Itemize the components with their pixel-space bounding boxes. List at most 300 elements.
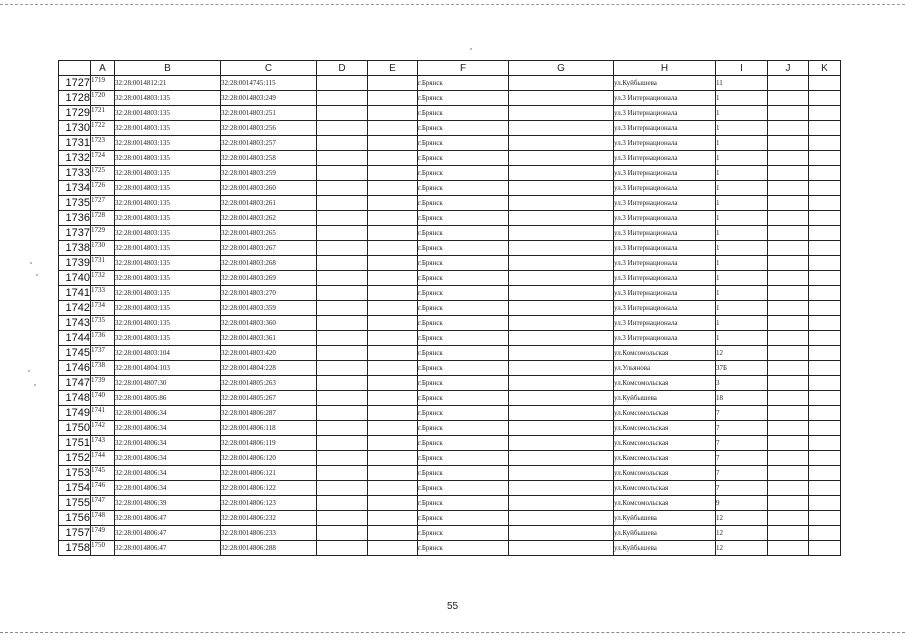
row-number[interactable]: 1740 bbox=[59, 271, 91, 286]
cell-e[interactable] bbox=[368, 436, 418, 451]
cell-c[interactable]: 32:28:0014806:121 bbox=[221, 466, 317, 481]
cell-f[interactable]: г.Брянск bbox=[418, 406, 509, 421]
cell-i[interactable]: 1 bbox=[716, 136, 768, 151]
cell-a[interactable]: 1747 bbox=[91, 496, 115, 511]
cell-f[interactable]: г.Брянск bbox=[418, 211, 509, 226]
cell-d[interactable] bbox=[317, 226, 368, 241]
cell-k[interactable] bbox=[809, 526, 841, 541]
cell-f[interactable]: г.Брянск bbox=[418, 481, 509, 496]
cell-j[interactable] bbox=[768, 526, 809, 541]
cell-i[interactable]: 18 bbox=[716, 391, 768, 406]
cell-e[interactable] bbox=[368, 541, 418, 556]
cell-k[interactable] bbox=[809, 481, 841, 496]
row-number[interactable]: 1754 bbox=[59, 481, 91, 496]
cell-d[interactable] bbox=[317, 91, 368, 106]
cell-h[interactable]: ул.Куйбышева bbox=[614, 391, 716, 406]
cell-i[interactable]: 12 bbox=[716, 526, 768, 541]
cell-a[interactable]: 1738 bbox=[91, 361, 115, 376]
cell-g[interactable] bbox=[509, 226, 614, 241]
cell-j[interactable] bbox=[768, 301, 809, 316]
cell-g[interactable] bbox=[509, 301, 614, 316]
cell-k[interactable] bbox=[809, 331, 841, 346]
cell-f[interactable]: г.Брянск bbox=[418, 91, 509, 106]
cell-k[interactable] bbox=[809, 136, 841, 151]
cell-h[interactable]: ул.Куйбышева bbox=[614, 526, 716, 541]
cell-d[interactable] bbox=[317, 526, 368, 541]
cell-g[interactable] bbox=[509, 481, 614, 496]
row-number[interactable]: 1751 bbox=[59, 436, 91, 451]
cell-k[interactable] bbox=[809, 166, 841, 181]
cell-f[interactable]: г.Брянск bbox=[418, 181, 509, 196]
row-number[interactable]: 1727 bbox=[59, 76, 91, 91]
cell-c[interactable]: 32:28:0014803:258 bbox=[221, 151, 317, 166]
cell-c[interactable]: 32:28:0014803:261 bbox=[221, 196, 317, 211]
cell-e[interactable] bbox=[368, 511, 418, 526]
row-number[interactable]: 1743 bbox=[59, 316, 91, 331]
cell-e[interactable] bbox=[368, 526, 418, 541]
row-number[interactable]: 1748 bbox=[59, 391, 91, 406]
cell-k[interactable] bbox=[809, 241, 841, 256]
cell-e[interactable] bbox=[368, 76, 418, 91]
cell-e[interactable] bbox=[368, 211, 418, 226]
cell-h[interactable]: ул.3 Интернационала bbox=[614, 241, 716, 256]
cell-e[interactable] bbox=[368, 136, 418, 151]
cell-g[interactable] bbox=[509, 541, 614, 556]
cell-j[interactable] bbox=[768, 511, 809, 526]
cell-k[interactable] bbox=[809, 181, 841, 196]
row-number[interactable]: 1731 bbox=[59, 136, 91, 151]
cell-f[interactable]: г.Брянск bbox=[418, 526, 509, 541]
cell-i[interactable]: 1 bbox=[716, 286, 768, 301]
cell-g[interactable] bbox=[509, 286, 614, 301]
cell-j[interactable] bbox=[768, 136, 809, 151]
cell-g[interactable] bbox=[509, 91, 614, 106]
cell-c[interactable]: 32:28:0014803:268 bbox=[221, 256, 317, 271]
column-header[interactable]: K bbox=[809, 61, 841, 76]
cell-k[interactable] bbox=[809, 76, 841, 91]
cell-b[interactable]: 32:28:0014812:21 bbox=[115, 76, 221, 91]
cell-k[interactable] bbox=[809, 541, 841, 556]
cell-f[interactable]: г.Брянск bbox=[418, 196, 509, 211]
cell-d[interactable] bbox=[317, 121, 368, 136]
cell-c[interactable]: 32:28:0014806:120 bbox=[221, 451, 317, 466]
cell-h[interactable]: ул.3 Интернационала bbox=[614, 286, 716, 301]
cell-b[interactable]: 32:28:0014806:47 bbox=[115, 526, 221, 541]
cell-c[interactable]: 32:28:0014803:420 bbox=[221, 346, 317, 361]
cell-d[interactable] bbox=[317, 361, 368, 376]
cell-f[interactable]: г.Брянск bbox=[418, 106, 509, 121]
cell-f[interactable]: г.Брянск bbox=[418, 451, 509, 466]
cell-i[interactable]: 9 bbox=[716, 496, 768, 511]
cell-h[interactable]: ул.3 Интернационала bbox=[614, 121, 716, 136]
cell-h[interactable]: ул.Комсомольская bbox=[614, 376, 716, 391]
cell-g[interactable] bbox=[509, 271, 614, 286]
cell-g[interactable] bbox=[509, 316, 614, 331]
row-number[interactable]: 1746 bbox=[59, 361, 91, 376]
cell-a[interactable]: 1725 bbox=[91, 166, 115, 181]
row-number[interactable]: 1747 bbox=[59, 376, 91, 391]
cell-i[interactable]: 37Б bbox=[716, 361, 768, 376]
cell-i[interactable]: 1 bbox=[716, 211, 768, 226]
cell-d[interactable] bbox=[317, 496, 368, 511]
cell-g[interactable] bbox=[509, 121, 614, 136]
cell-h[interactable]: ул.3 Интернационала bbox=[614, 136, 716, 151]
cell-i[interactable]: 1 bbox=[716, 181, 768, 196]
cell-j[interactable] bbox=[768, 211, 809, 226]
cell-a[interactable]: 1743 bbox=[91, 436, 115, 451]
cell-j[interactable] bbox=[768, 436, 809, 451]
column-header[interactable]: F bbox=[418, 61, 509, 76]
row-number[interactable]: 1756 bbox=[59, 511, 91, 526]
row-number[interactable]: 1730 bbox=[59, 121, 91, 136]
cell-g[interactable] bbox=[509, 166, 614, 181]
cell-g[interactable] bbox=[509, 136, 614, 151]
cell-h[interactable]: ул.Ульянова bbox=[614, 361, 716, 376]
cell-h[interactable]: ул.3 Интернационала bbox=[614, 331, 716, 346]
cell-j[interactable] bbox=[768, 166, 809, 181]
cell-a[interactable]: 1741 bbox=[91, 406, 115, 421]
cell-h[interactable]: ул.3 Интернационала bbox=[614, 316, 716, 331]
cell-e[interactable] bbox=[368, 271, 418, 286]
cell-d[interactable] bbox=[317, 256, 368, 271]
cell-a[interactable]: 1721 bbox=[91, 106, 115, 121]
cell-a[interactable]: 1728 bbox=[91, 211, 115, 226]
cell-b[interactable]: 32:28:0014806:34 bbox=[115, 406, 221, 421]
cell-b[interactable]: 32:28:0014803:135 bbox=[115, 226, 221, 241]
cell-e[interactable] bbox=[368, 106, 418, 121]
cell-c[interactable]: 32:28:0014803:267 bbox=[221, 241, 317, 256]
cell-c[interactable]: 32:28:0014803:270 bbox=[221, 286, 317, 301]
cell-k[interactable] bbox=[809, 196, 841, 211]
cell-c[interactable]: 32:28:0014803:360 bbox=[221, 316, 317, 331]
cell-h[interactable]: ул.3 Интернационала bbox=[614, 301, 716, 316]
cell-b[interactable]: 32:28:0014803:135 bbox=[115, 241, 221, 256]
cell-j[interactable] bbox=[768, 361, 809, 376]
cell-c[interactable]: 32:28:0014806:122 bbox=[221, 481, 317, 496]
cell-i[interactable]: 1 bbox=[716, 166, 768, 181]
cell-f[interactable]: г.Брянск bbox=[418, 436, 509, 451]
cell-i[interactable]: 3 bbox=[716, 376, 768, 391]
cell-b[interactable]: 32:28:0014803:135 bbox=[115, 166, 221, 181]
cell-e[interactable] bbox=[368, 241, 418, 256]
cell-b[interactable]: 32:28:0014803:135 bbox=[115, 286, 221, 301]
cell-c[interactable]: 32:28:0014806:232 bbox=[221, 511, 317, 526]
cell-b[interactable]: 32:28:0014806:34 bbox=[115, 436, 221, 451]
cell-g[interactable] bbox=[509, 391, 614, 406]
cell-j[interactable] bbox=[768, 181, 809, 196]
cell-d[interactable] bbox=[317, 391, 368, 406]
cell-h[interactable]: ул.3 Интернационала bbox=[614, 196, 716, 211]
column-header[interactable]: I bbox=[716, 61, 768, 76]
cell-a[interactable]: 1750 bbox=[91, 541, 115, 556]
cell-e[interactable] bbox=[368, 451, 418, 466]
cell-g[interactable] bbox=[509, 421, 614, 436]
cell-b[interactable]: 32:28:0014803:135 bbox=[115, 211, 221, 226]
cell-j[interactable] bbox=[768, 421, 809, 436]
cell-e[interactable] bbox=[368, 196, 418, 211]
cell-c[interactable]: 32:28:0014806:123 bbox=[221, 496, 317, 511]
cell-i[interactable]: 1 bbox=[716, 256, 768, 271]
cell-g[interactable] bbox=[509, 346, 614, 361]
cell-f[interactable]: г.Брянск bbox=[418, 166, 509, 181]
cell-i[interactable]: 1 bbox=[716, 151, 768, 166]
cell-a[interactable]: 1720 bbox=[91, 91, 115, 106]
row-number[interactable]: 1728 bbox=[59, 91, 91, 106]
cell-a[interactable]: 1729 bbox=[91, 226, 115, 241]
cell-i[interactable]: 7 bbox=[716, 421, 768, 436]
cell-d[interactable] bbox=[317, 106, 368, 121]
cell-a[interactable]: 1722 bbox=[91, 121, 115, 136]
cell-e[interactable] bbox=[368, 391, 418, 406]
cell-e[interactable] bbox=[368, 166, 418, 181]
cell-d[interactable] bbox=[317, 481, 368, 496]
row-number[interactable]: 1733 bbox=[59, 166, 91, 181]
cell-f[interactable]: г.Брянск bbox=[418, 121, 509, 136]
cell-h[interactable]: ул.Комсомольская bbox=[614, 481, 716, 496]
row-number[interactable]: 1752 bbox=[59, 451, 91, 466]
cell-d[interactable] bbox=[317, 451, 368, 466]
row-number[interactable]: 1734 bbox=[59, 181, 91, 196]
cell-h[interactable]: ул.Комсомольская bbox=[614, 421, 716, 436]
cell-h[interactable]: ул.Куйбышева bbox=[614, 511, 716, 526]
row-number[interactable]: 1738 bbox=[59, 241, 91, 256]
cell-d[interactable] bbox=[317, 316, 368, 331]
cell-e[interactable] bbox=[368, 466, 418, 481]
cell-f[interactable]: г.Брянск bbox=[418, 271, 509, 286]
cell-c[interactable]: 32:28:0014806:288 bbox=[221, 541, 317, 556]
cell-g[interactable] bbox=[509, 106, 614, 121]
cell-a[interactable]: 1724 bbox=[91, 151, 115, 166]
cell-g[interactable] bbox=[509, 151, 614, 166]
cell-i[interactable]: 7 bbox=[716, 451, 768, 466]
cell-i[interactable]: 1 bbox=[716, 106, 768, 121]
cell-g[interactable] bbox=[509, 76, 614, 91]
cell-k[interactable] bbox=[809, 316, 841, 331]
cell-a[interactable]: 1732 bbox=[91, 271, 115, 286]
cell-g[interactable] bbox=[509, 466, 614, 481]
cell-k[interactable] bbox=[809, 91, 841, 106]
cell-i[interactable]: 1 bbox=[716, 91, 768, 106]
cell-b[interactable]: 32:28:0014803:135 bbox=[115, 106, 221, 121]
cell-h[interactable]: ул.3 Интернационала bbox=[614, 91, 716, 106]
cell-c[interactable]: 32:28:0014803:251 bbox=[221, 106, 317, 121]
cell-e[interactable] bbox=[368, 121, 418, 136]
row-number[interactable]: 1757 bbox=[59, 526, 91, 541]
row-number[interactable]: 1736 bbox=[59, 211, 91, 226]
cell-j[interactable] bbox=[768, 196, 809, 211]
cell-h[interactable]: ул.3 Интернационала bbox=[614, 166, 716, 181]
cell-d[interactable] bbox=[317, 136, 368, 151]
cell-f[interactable]: г.Брянск bbox=[418, 226, 509, 241]
cell-k[interactable] bbox=[809, 151, 841, 166]
cell-j[interactable] bbox=[768, 451, 809, 466]
cell-d[interactable] bbox=[317, 196, 368, 211]
cell-d[interactable] bbox=[317, 511, 368, 526]
cell-b[interactable]: 32:28:0014803:135 bbox=[115, 121, 221, 136]
cell-a[interactable]: 1740 bbox=[91, 391, 115, 406]
cell-j[interactable] bbox=[768, 256, 809, 271]
cell-g[interactable] bbox=[509, 406, 614, 421]
cell-e[interactable] bbox=[368, 301, 418, 316]
cell-i[interactable]: 1 bbox=[716, 196, 768, 211]
cell-c[interactable]: 32:28:0014803:265 bbox=[221, 226, 317, 241]
cell-e[interactable] bbox=[368, 421, 418, 436]
cell-b[interactable]: 32:28:0014803:135 bbox=[115, 181, 221, 196]
cell-f[interactable]: г.Брянск bbox=[418, 241, 509, 256]
cell-a[interactable]: 1745 bbox=[91, 466, 115, 481]
row-number[interactable]: 1742 bbox=[59, 301, 91, 316]
cell-b[interactable]: 32:28:0014806:34 bbox=[115, 421, 221, 436]
cell-d[interactable] bbox=[317, 286, 368, 301]
cell-h[interactable]: ул.Комсомольская bbox=[614, 451, 716, 466]
cell-k[interactable] bbox=[809, 256, 841, 271]
cell-a[interactable]: 1748 bbox=[91, 511, 115, 526]
row-number[interactable]: 1741 bbox=[59, 286, 91, 301]
cell-b[interactable]: 32:28:0014803:135 bbox=[115, 151, 221, 166]
cell-d[interactable] bbox=[317, 211, 368, 226]
cell-c[interactable]: 32:28:0014806:287 bbox=[221, 406, 317, 421]
cell-f[interactable]: г.Брянск bbox=[418, 256, 509, 271]
cell-f[interactable]: г.Брянск bbox=[418, 331, 509, 346]
cell-i[interactable]: 7 bbox=[716, 481, 768, 496]
cell-j[interactable] bbox=[768, 376, 809, 391]
cell-d[interactable] bbox=[317, 241, 368, 256]
cell-k[interactable] bbox=[809, 301, 841, 316]
cell-a[interactable]: 1726 bbox=[91, 181, 115, 196]
cell-i[interactable]: 12 bbox=[716, 511, 768, 526]
cell-f[interactable]: г.Брянск bbox=[418, 151, 509, 166]
cell-g[interactable] bbox=[509, 376, 614, 391]
cell-a[interactable]: 1730 bbox=[91, 241, 115, 256]
cell-e[interactable] bbox=[368, 286, 418, 301]
cell-a[interactable]: 1719 bbox=[91, 76, 115, 91]
cell-e[interactable] bbox=[368, 91, 418, 106]
row-number[interactable]: 1758 bbox=[59, 541, 91, 556]
cell-h[interactable]: ул.3 Интернационала bbox=[614, 211, 716, 226]
cell-j[interactable] bbox=[768, 481, 809, 496]
cell-c[interactable]: 32:28:0014803:262 bbox=[221, 211, 317, 226]
cell-b[interactable]: 32:28:0014807:30 bbox=[115, 376, 221, 391]
cell-h[interactable]: ул.Комсомольская bbox=[614, 496, 716, 511]
cell-f[interactable]: г.Брянск bbox=[418, 136, 509, 151]
cell-h[interactable]: ул.Комсомольская bbox=[614, 436, 716, 451]
cell-d[interactable] bbox=[317, 406, 368, 421]
cell-f[interactable]: г.Брянск bbox=[418, 391, 509, 406]
cell-c[interactable]: 32:28:0014745:115 bbox=[221, 76, 317, 91]
cell-b[interactable]: 32:28:0014804:103 bbox=[115, 361, 221, 376]
cell-i[interactable]: 1 bbox=[716, 271, 768, 286]
cell-c[interactable]: 32:28:0014804:228 bbox=[221, 361, 317, 376]
cell-j[interactable] bbox=[768, 496, 809, 511]
cell-d[interactable] bbox=[317, 421, 368, 436]
cell-b[interactable]: 32:28:0014806:34 bbox=[115, 481, 221, 496]
cell-j[interactable] bbox=[768, 91, 809, 106]
cell-i[interactable]: 1 bbox=[716, 331, 768, 346]
cell-h[interactable]: ул.3 Интернационала bbox=[614, 256, 716, 271]
cell-c[interactable]: 32:28:0014806:233 bbox=[221, 526, 317, 541]
cell-h[interactable]: ул.Куйбышева bbox=[614, 541, 716, 556]
cell-b[interactable]: 32:28:0014806:47 bbox=[115, 541, 221, 556]
cell-h[interactable]: ул.3 Интернационала bbox=[614, 271, 716, 286]
column-header[interactable]: J bbox=[768, 61, 809, 76]
cell-j[interactable] bbox=[768, 346, 809, 361]
cell-i[interactable]: 12 bbox=[716, 541, 768, 556]
cell-k[interactable] bbox=[809, 376, 841, 391]
cell-k[interactable] bbox=[809, 391, 841, 406]
cell-k[interactable] bbox=[809, 271, 841, 286]
cell-b[interactable]: 32:28:0014806:47 bbox=[115, 511, 221, 526]
cell-f[interactable]: г.Брянск bbox=[418, 301, 509, 316]
cell-k[interactable] bbox=[809, 436, 841, 451]
row-number[interactable]: 1739 bbox=[59, 256, 91, 271]
cell-f[interactable]: г.Брянск bbox=[418, 541, 509, 556]
cell-j[interactable] bbox=[768, 316, 809, 331]
cell-a[interactable]: 1744 bbox=[91, 451, 115, 466]
cell-a[interactable]: 1742 bbox=[91, 421, 115, 436]
cell-b[interactable]: 32:28:0014803:135 bbox=[115, 271, 221, 286]
cell-j[interactable] bbox=[768, 121, 809, 136]
row-number[interactable]: 1732 bbox=[59, 151, 91, 166]
cell-e[interactable] bbox=[368, 346, 418, 361]
cell-i[interactable]: 1 bbox=[716, 316, 768, 331]
cell-a[interactable]: 1735 bbox=[91, 316, 115, 331]
cell-i[interactable]: 7 bbox=[716, 466, 768, 481]
cell-c[interactable]: 32:28:0014806:118 bbox=[221, 421, 317, 436]
cell-f[interactable]: г.Брянск bbox=[418, 76, 509, 91]
cell-k[interactable] bbox=[809, 496, 841, 511]
cell-k[interactable] bbox=[809, 406, 841, 421]
cell-h[interactable]: ул.Комсомольская bbox=[614, 346, 716, 361]
column-header[interactable]: A bbox=[91, 61, 115, 76]
cell-d[interactable] bbox=[317, 331, 368, 346]
cell-a[interactable]: 1733 bbox=[91, 286, 115, 301]
cell-j[interactable] bbox=[768, 466, 809, 481]
cell-d[interactable] bbox=[317, 376, 368, 391]
cell-a[interactable]: 1736 bbox=[91, 331, 115, 346]
cell-f[interactable]: г.Брянск bbox=[418, 421, 509, 436]
cell-i[interactable]: 1 bbox=[716, 301, 768, 316]
cell-a[interactable]: 1731 bbox=[91, 256, 115, 271]
column-header[interactable]: H bbox=[614, 61, 716, 76]
cell-b[interactable]: 32:28:0014803:104 bbox=[115, 346, 221, 361]
cell-e[interactable] bbox=[368, 406, 418, 421]
cell-f[interactable]: г.Брянск bbox=[418, 496, 509, 511]
cell-e[interactable] bbox=[368, 181, 418, 196]
cell-g[interactable] bbox=[509, 196, 614, 211]
cell-d[interactable] bbox=[317, 301, 368, 316]
column-header[interactable]: E bbox=[368, 61, 418, 76]
cell-i[interactable]: 11 bbox=[716, 76, 768, 91]
cell-f[interactable]: г.Брянск bbox=[418, 286, 509, 301]
cell-j[interactable] bbox=[768, 151, 809, 166]
cell-j[interactable] bbox=[768, 406, 809, 421]
cell-k[interactable] bbox=[809, 286, 841, 301]
cell-c[interactable]: 32:28:0014803:260 bbox=[221, 181, 317, 196]
cell-c[interactable]: 32:28:0014803:269 bbox=[221, 271, 317, 286]
cell-i[interactable]: 1 bbox=[716, 226, 768, 241]
row-number[interactable]: 1749 bbox=[59, 406, 91, 421]
cell-c[interactable]: 32:28:0014803:257 bbox=[221, 136, 317, 151]
cell-c[interactable]: 32:28:0014803:256 bbox=[221, 121, 317, 136]
cell-b[interactable]: 32:28:0014803:135 bbox=[115, 301, 221, 316]
cell-g[interactable] bbox=[509, 436, 614, 451]
cell-i[interactable]: 1 bbox=[716, 241, 768, 256]
cell-a[interactable]: 1727 bbox=[91, 196, 115, 211]
cell-c[interactable]: 32:28:0014803:259 bbox=[221, 166, 317, 181]
cell-h[interactable]: ул.Комсомольская bbox=[614, 466, 716, 481]
cell-k[interactable] bbox=[809, 421, 841, 436]
cell-d[interactable] bbox=[317, 76, 368, 91]
